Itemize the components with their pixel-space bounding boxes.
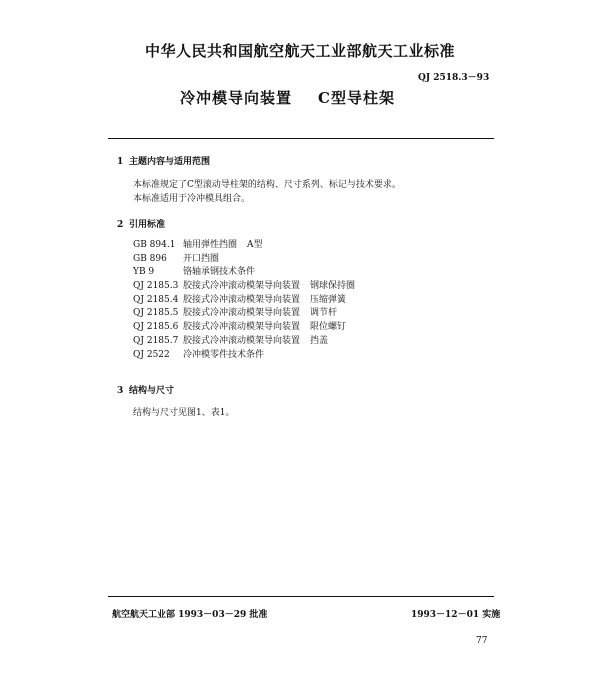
reference-code: QJ 2185.4 xyxy=(133,294,179,305)
reference-row xyxy=(133,266,355,280)
standard-number: QJ 2518.3－93 xyxy=(418,73,490,83)
title-left: 冷冲模导向装置 xyxy=(180,89,293,107)
reference-title: 胶接式冷冲滚动模架导向装置 xyxy=(183,322,301,333)
section-3-title: 结构与尺寸 xyxy=(129,386,175,396)
reference-row xyxy=(133,349,355,363)
section-3-heading xyxy=(117,383,174,396)
title-right: C型导柱架 xyxy=(318,89,395,107)
reference-row xyxy=(133,294,355,308)
reference-part: A型 xyxy=(247,240,263,250)
reference-part: 钢球保持圈 xyxy=(310,281,356,292)
section-1-paragraph-1: 本标准规定了C型滚动导柱架的结构、尺寸系列、标记与技术要求。 xyxy=(133,180,401,190)
reference-title: 开口挡圈 xyxy=(183,253,220,264)
reference-code: GB 896 xyxy=(133,253,167,264)
reference-row xyxy=(133,239,355,253)
reference-part: 压缩弹簧 xyxy=(310,294,347,305)
reference-title: 胶接式冷冲滚动模架导向装置 xyxy=(183,281,301,292)
section-2-title: 引用标准 xyxy=(129,220,166,230)
reference-title: 铬轴承钢技术条件 xyxy=(183,267,256,278)
reference-row xyxy=(133,321,355,335)
section-2-heading xyxy=(117,217,165,230)
reference-title: 轴用弹性挡圈 xyxy=(183,240,238,250)
bottom-rule xyxy=(108,596,494,597)
reference-title: 胶接式冷冲滚动模架导向装置 xyxy=(183,294,301,305)
section-1-paragraph-2: 本标准适用于冷冲模具组合。 xyxy=(133,194,251,204)
section-1-heading xyxy=(117,154,210,167)
issuer-header: 中华人民共和国航空航天工业部航天工业标准 xyxy=(144,42,455,60)
approval-date: 航空航天工业部 1993－03－29 批准 xyxy=(112,610,268,620)
section-1-title: 主题内容与适用范围 xyxy=(129,157,211,167)
reference-title: 胶接式冷冲滚动模架导向装置 xyxy=(183,335,301,346)
reference-part: 挡盖 xyxy=(310,335,329,346)
section-3-paragraph-1: 结构与尺寸见图1、表1。 xyxy=(133,408,235,418)
reference-title: 冷冲模零件技术条件 xyxy=(183,349,265,360)
reference-code: QJ 2185.5 xyxy=(133,308,179,319)
reference-row xyxy=(133,307,355,321)
reference-code: GB 894.1 xyxy=(133,240,176,250)
reference-code: QJ 2185.7 xyxy=(133,335,179,346)
reference-row xyxy=(133,335,355,349)
reference-code: YB 9 xyxy=(133,267,155,278)
reference-row xyxy=(133,253,355,267)
reference-part: 限位螺钉 xyxy=(310,322,347,333)
reference-list xyxy=(133,239,355,362)
reference-title: 胶接式冷冲滚动模架导向装置 xyxy=(183,308,301,319)
section-1-number: 1 xyxy=(117,157,124,167)
section-3-number: 3 xyxy=(117,386,124,396)
reference-code: QJ 2185.6 xyxy=(133,322,179,333)
section-2-number: 2 xyxy=(117,220,124,230)
reference-code: QJ 2185.3 xyxy=(133,281,179,292)
document-title xyxy=(180,87,395,108)
top-rule xyxy=(108,138,494,139)
page-number: 77 xyxy=(476,636,488,646)
reference-code: QJ 2522 xyxy=(133,349,170,360)
implementation-date: 1993－12－01 实施 xyxy=(411,610,501,620)
reference-row xyxy=(133,280,355,294)
reference-part: 调节杆 xyxy=(310,308,338,319)
